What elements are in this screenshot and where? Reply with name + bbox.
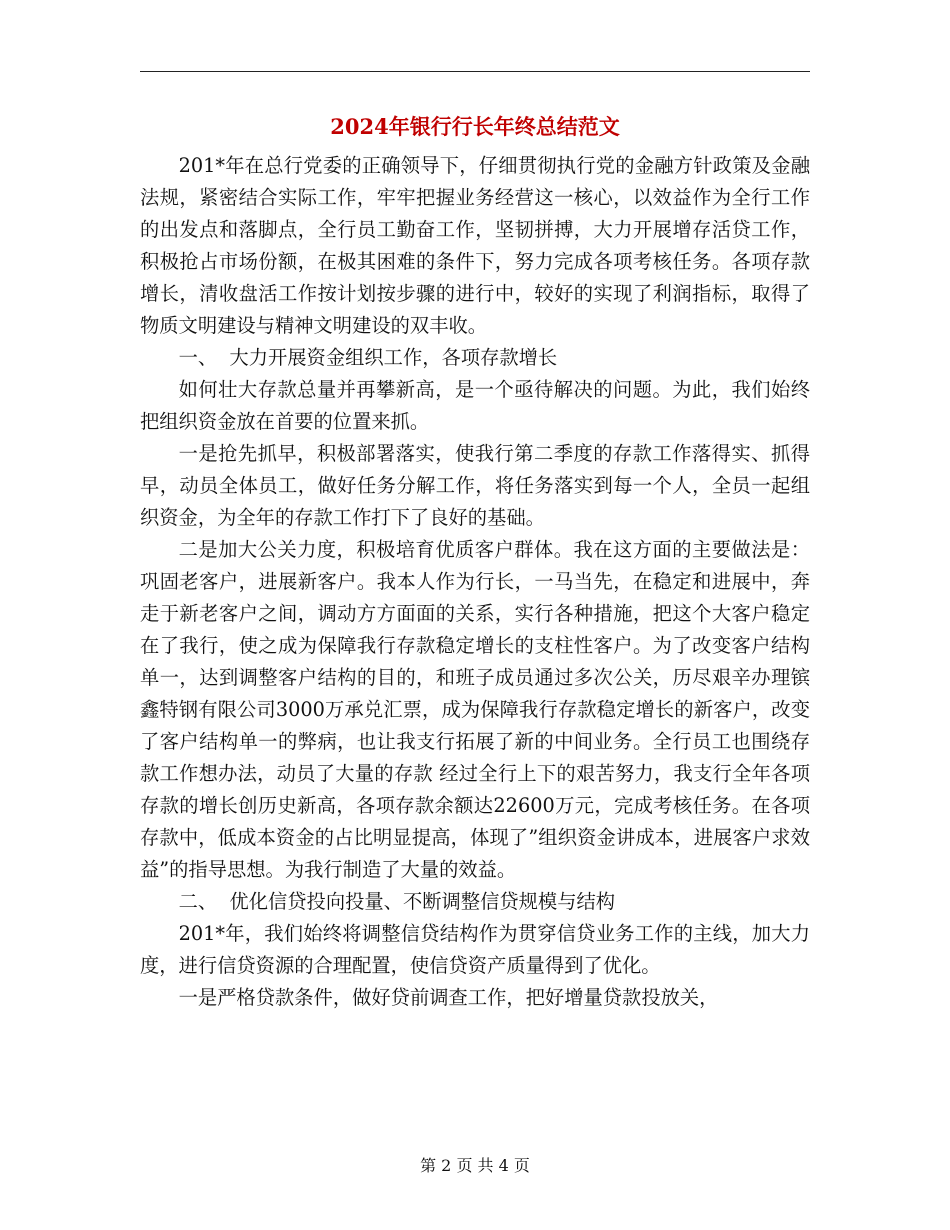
paragraph: 二是加大公关力度，积极培育优质客户群体。我在这方面的主要做法是：巩固老客户，进展新客户。我本人作为行长，一马当先，在稳定和进展中，奔走于新老客户之间，调动方方面面的关系，实行各种措施，把这个大客户稳定在了我行，使之成为保障我行存款稳定增长的支柱性客户。为了改变客户结构单一，达到调整客户结构的目的，和班子成员通过多次公关，历尽艰辛办理镔鑫特钢有限公司3000万承兑汇票，成为保障我行存款稳定增长的新客户，改变了客户结构单一的弊病，也让我支行拓展了新的中间业务。全行员工也围绕存款工作想办法，动员了大量的存款 经过全行上下的艰苦努力，我支行全年各项存款的增长创历史新高，各项存款余额达22600万元，完成考核任务。在各项存款中，低成本资金的占比明显提高，体现了”组织资金讲成本，进展客户求效益”的指导思想。为我行制造了大量的效益。 [140, 538, 810, 881]
document-body [140, 150, 810, 1014]
paragraph: 一是严格贷款条件，做好贷前调查工作，把好增量贷款投放关， [178, 986, 719, 1009]
page-number-label: 第 2 页 共 4 页 [420, 1156, 530, 1175]
section-heading-1: 一、 大力开展资金组织工作，各项存款增长 [178, 346, 558, 369]
document-title: 2024年银行行长年终总结范文 [330, 114, 620, 139]
paragraph: 一是抢先抓早，积极部署落实，使我行第二季度的存款工作落得实、抓得早，动员全体员工，做好任务分解工作，将任务落实到每一个人，全员一起组织资金，为全年的存款工作打下了良好的基础。 [140, 442, 810, 529]
page-footer [0, 1154, 950, 1178]
section-heading-2: 二、 优化信贷投向投量、不断调整信贷规模与结构 [178, 890, 616, 913]
paragraph: 如何壮大存款总量并再攀新高，是一个亟待解决的问题。为此，我们始终把组织资金放在首要的位置来抓。 [140, 378, 810, 433]
header-rule [140, 71, 810, 72]
paragraph-intro: 201*年在总行党委的正确领导下，仔细贯彻执行党的金融方针政策及金融法规，紧密结合实际工作，牢牢把握业务经营这一核心，以效益作为全行工作的出发点和落脚点，全行员工勤奋工作，坚韧拼搏，大力开展增存活贷工作，积极抢占市场份额，在极其困难的条件下，努力完成各项考核任务。各项存款增长，清收盘活工作按计划按步骤的进行中，较好的实现了利润指标，取得了物质文明建设与精神文明建设的双丰收。 [140, 154, 810, 337]
paragraph: 201*年，我们始终将调整信贷结构作为贯穿信贷业务工作的主线，加大力度，进行信贷资源的合理配置，使信贷资产质量得到了优化。 [140, 922, 810, 977]
